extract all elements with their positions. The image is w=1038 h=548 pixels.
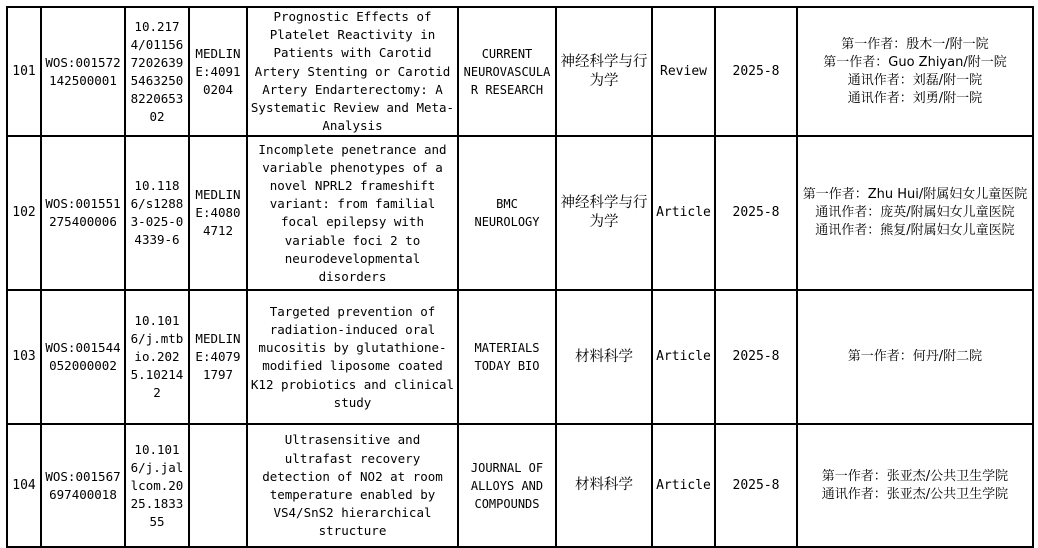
publication-date: 2025-8 <box>715 290 797 424</box>
author-entry: 第一作者：张亚杰/公共卫生学院 <box>821 468 1009 484</box>
medline-id: MEDLINE:40791797 <box>189 290 247 424</box>
author-entry: 通讯作者：熊复/附属妇女儿童医院 <box>815 223 1015 239</box>
document-type: Article <box>652 424 715 547</box>
author-list <box>797 7 1033 136</box>
document-type: Review <box>652 7 715 136</box>
wos-id: WOS:001567697400018 <box>41 424 125 547</box>
publication-date: 2025-8 <box>715 7 797 136</box>
author-list <box>797 290 1033 424</box>
author-list <box>797 424 1033 547</box>
journal-name: MATERIALS TODAY BIO <box>458 290 556 424</box>
row-number: 103 <box>7 290 41 424</box>
author-entry: 通讯作者：刘磊/附一院 <box>847 72 983 88</box>
doi: 10.1186/s12883-025-04339-6 <box>125 136 189 290</box>
publication-date: 2025-8 <box>715 136 797 290</box>
author-entry: 通讯作者：张亚杰/公共卫生学院 <box>821 486 1009 502</box>
table-row <box>7 290 1033 424</box>
author-entry: 第一作者：何丹/附二院 <box>847 349 983 365</box>
medline-id <box>189 424 247 547</box>
table-row <box>7 424 1033 547</box>
author-entry: 第一作者：殷木一/附一院 <box>841 36 989 52</box>
subject-category: 神经科学与行为学 <box>556 136 652 290</box>
article-title: Targeted prevention of radiation-induced oral mucositis by glutathione-modified liposome coated K12 probiotics and clinical study <box>247 290 458 424</box>
row-number: 104 <box>7 424 41 547</box>
document-type: Article <box>652 136 715 290</box>
article-title: Ultrasensitive and ultrafast recovery detection of NO2 at room temperature enabled by VS4/SnS2 hierarchical structure <box>247 424 458 547</box>
document-type: Article <box>652 290 715 424</box>
journal-name: BMC NEUROLOGY <box>458 136 556 290</box>
table-row <box>7 136 1033 290</box>
row-number: 102 <box>7 136 41 290</box>
publication-table <box>6 6 1034 548</box>
wos-id: WOS:001544052000002 <box>41 290 125 424</box>
subject-category: 材料科学 <box>556 424 652 547</box>
article-title: Prognostic Effects of Platelet Reactivity in Patients with Carotid Artery Stenting or Carotid Artery Endarterectomy: A Systematic Review and Meta-Analysis <box>247 7 458 136</box>
wos-id: WOS:001572142500001 <box>41 7 125 136</box>
subject-category: 材料科学 <box>556 290 652 424</box>
author-entry: 通讯作者：庞英/附属妇女儿童医院 <box>815 205 1015 221</box>
journal-name: JOURNAL OF ALLOYS AND COMPOUNDS <box>458 424 556 547</box>
subject-category: 神经科学与行为学 <box>556 7 652 136</box>
author-entry: 第一作者：Guo Zhiyan/附一院 <box>823 54 1007 70</box>
doi: 10.2174/0115672026395463250822065302 <box>125 7 189 136</box>
doi: 10.1016/j.jallcom.2025.183355 <box>125 424 189 547</box>
author-list <box>797 136 1033 290</box>
wos-id: WOS:001551275400006 <box>41 136 125 290</box>
row-number: 101 <box>7 7 41 136</box>
medline-id: MEDLINE:40804712 <box>189 136 247 290</box>
journal-name: CURRENT NEUROVASCULAR RESEARCH <box>458 7 556 136</box>
author-entry: 通讯作者：刘勇/附一院 <box>847 90 983 106</box>
medline-id: MEDLINE:40910204 <box>189 7 247 136</box>
table-row <box>7 7 1033 136</box>
doi: 10.1016/j.mtbio.2025.102142 <box>125 290 189 424</box>
article-title: Incomplete penetrance and variable phenotypes of a novel NPRL2 frameshift variant: from familial focal epilepsy with variable foci 2 to neurodevelopmental disorders <box>247 136 458 290</box>
publication-date: 2025-8 <box>715 424 797 547</box>
author-entry: 第一作者：Zhu Hui/附属妇女儿童医院 <box>802 187 1028 203</box>
